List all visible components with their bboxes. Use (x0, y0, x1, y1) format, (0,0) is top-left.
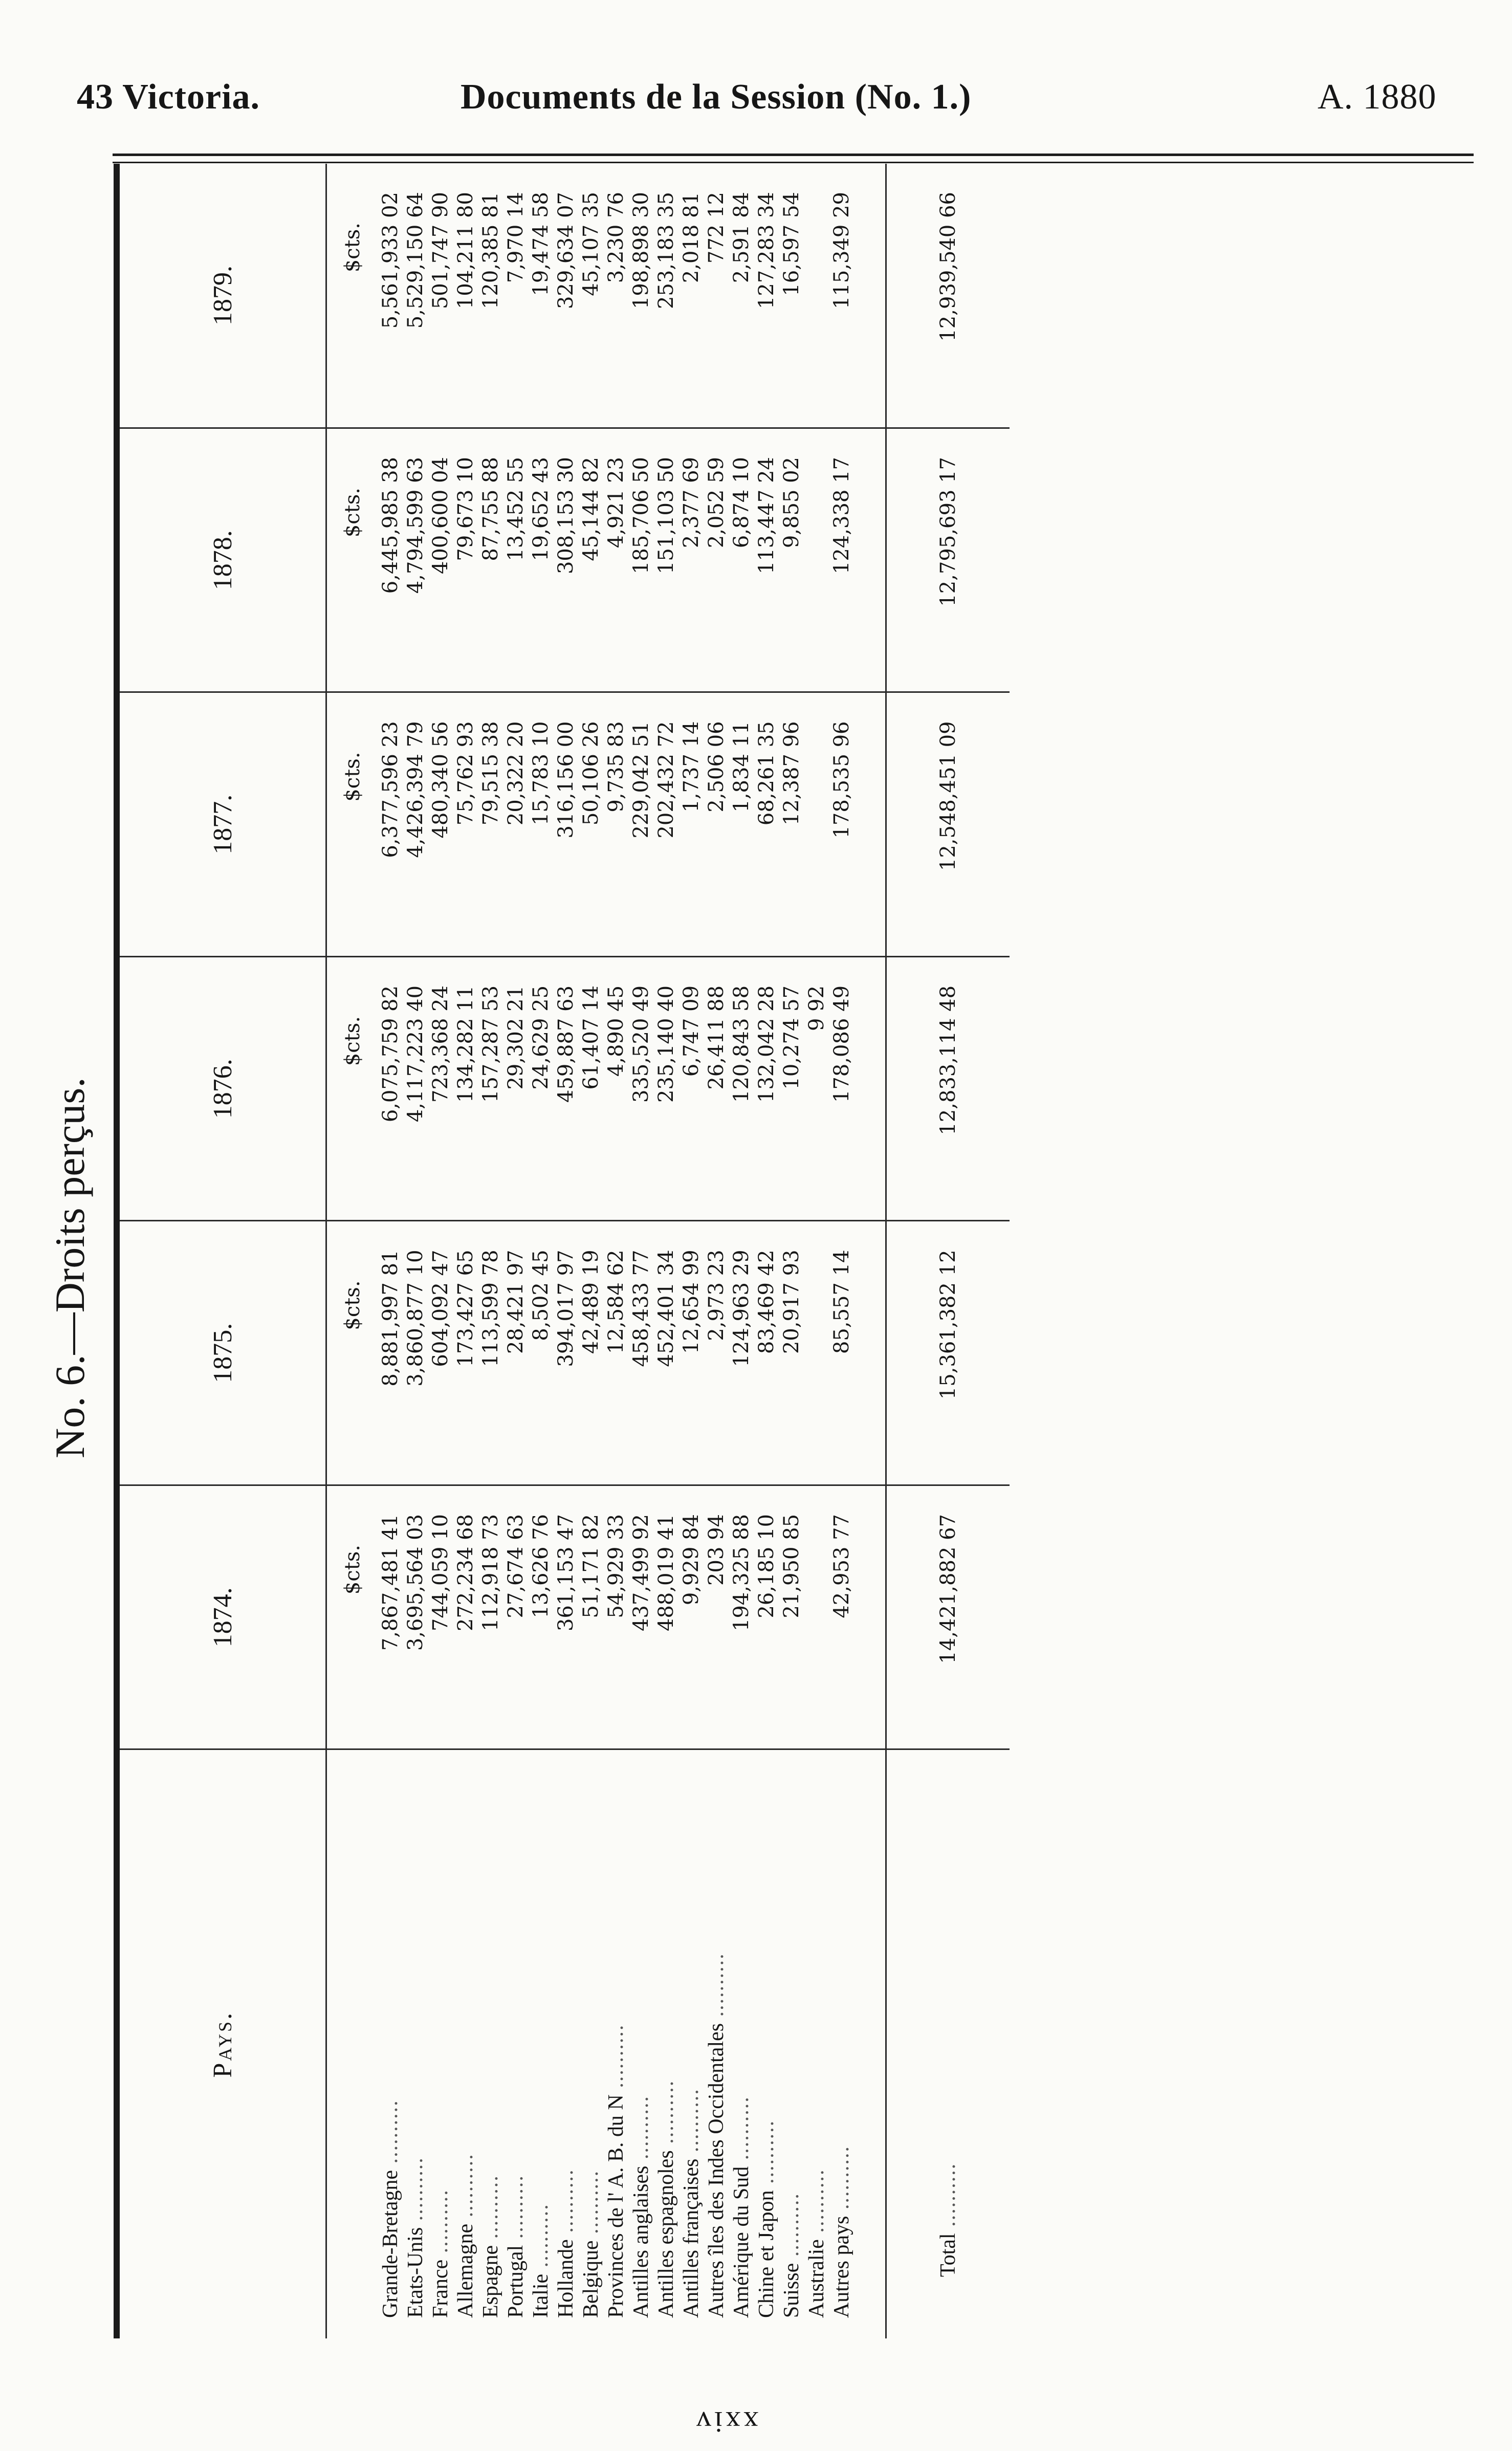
value-cell: 45,144 82 (579, 428, 604, 692)
value-cell: 26,411 88 (704, 956, 729, 1220)
total-label: Total .......... (886, 1749, 1010, 2338)
country-name: Belgique .......... (579, 2170, 603, 2318)
value-cell: 68,261 35 (754, 692, 779, 956)
value-cell: 3,860,877 10 (403, 1221, 428, 1485)
country-name: Etats-Unis .......... (404, 2157, 427, 2318)
value-cell: 459,887 63 (554, 956, 579, 1220)
value-cell: 2,506 06 (704, 692, 729, 956)
value-cell (804, 1485, 829, 1749)
value-cell: 12,833,114 48 (886, 956, 1010, 1220)
value-cell: 7,867,481 41 (378, 1485, 403, 1749)
country-name: Australie .......... (805, 2169, 828, 2318)
value-cell: 4,794,599 63 (403, 428, 428, 692)
header-left: 43 Victoria. (77, 77, 260, 117)
table-row (554, 164, 579, 2338)
value-cell: 45,107 35 (579, 164, 604, 428)
country-name: Italie .......... (529, 2203, 553, 2318)
country-name: France .......... (429, 2189, 452, 2318)
value-cell: 772 12 (704, 164, 729, 428)
value-cell: 21,950 85 (779, 1485, 804, 1749)
table-row (453, 164, 478, 2338)
table-row (403, 164, 428, 2338)
value-cell: 50,106 26 (579, 692, 604, 956)
value-cell: 79,515 38 (478, 692, 503, 956)
value-cell: 6,874 10 (729, 428, 754, 692)
duties-table (114, 164, 1010, 2338)
unit-spacer (326, 1749, 379, 2338)
table-row (579, 164, 604, 2338)
spacer-cell (854, 1485, 886, 1749)
table-row (529, 164, 554, 2338)
value-cell: 12,584 62 (604, 1221, 629, 1485)
value-cell: 501,747 90 (428, 164, 453, 428)
country-name: Antilles espagnoles .......... (654, 2080, 678, 2318)
value-cell: 27,674 63 (503, 1485, 529, 1749)
rotated-table-wrapper (114, 164, 1137, 2338)
year-header: 1874. (117, 1485, 326, 1749)
table-row (604, 164, 629, 2338)
value-cell: 127,283 34 (754, 164, 779, 428)
value-cell: 124,963 29 (729, 1221, 754, 1485)
country-name: Espagne .......... (479, 2175, 502, 2318)
value-cell: 85,557 14 (829, 1221, 854, 1485)
value-cell: 20,322 20 (503, 692, 529, 956)
value-cell: 8,502 45 (529, 1221, 554, 1485)
value-cell: 120,385 81 (478, 164, 503, 428)
value-cell: 198,898 30 (629, 164, 654, 428)
value-cell: 19,474 58 (529, 164, 554, 428)
value-cell: 104,211 80 (453, 164, 478, 428)
value-cell: 173,427 65 (453, 1221, 478, 1485)
value-cell: 4,117,223 40 (403, 956, 428, 1220)
country-name: Antilles françaises .......... (680, 2088, 703, 2318)
country-name: Chine et Japon .......... (755, 2119, 778, 2318)
value-cell: 124,338 17 (829, 428, 854, 692)
value-cell: 185,706 50 (629, 428, 654, 692)
value-cell: 20,917 93 (779, 1221, 804, 1485)
value-cell: 5,561,933 02 (378, 164, 403, 428)
table-row (829, 164, 854, 2338)
value-cell: 6,747 09 (679, 956, 704, 1220)
value-cell: 437,499 92 (629, 1485, 654, 1749)
value-cell: 120,843 58 (729, 956, 754, 1220)
year-header: 1878. (117, 428, 326, 692)
value-cell: 61,407 14 (579, 956, 604, 1220)
unit-cell: $ cts. (326, 1485, 379, 1749)
value-cell (804, 692, 829, 956)
value-cell: 394,017 97 (554, 1221, 579, 1485)
value-cell: 15,783 10 (529, 692, 554, 956)
value-cell: 604,092 47 (428, 1221, 453, 1485)
value-cell: 83,469 42 (754, 1221, 779, 1485)
total-row (886, 164, 1010, 2338)
value-cell: 16,597 54 (779, 164, 804, 428)
value-cell: 14,421,882 67 (886, 1485, 1010, 1749)
year-header: 1877. (117, 692, 326, 956)
unit-cell: $ cts. (326, 692, 379, 956)
table-caption: No. 6.—Droits perçus. (47, 1077, 93, 1458)
value-cell: 6,377,596 23 (378, 692, 403, 956)
spacer-cell (854, 956, 886, 1220)
value-cell: 3,230 76 (604, 164, 629, 428)
header-rule (113, 154, 1474, 156)
table-row (679, 164, 704, 2338)
country-name: Amérique du Sud .......... (730, 2096, 753, 2318)
country-name: Suisse .......... (780, 2193, 803, 2318)
country-name: Portugal .......... (504, 2175, 528, 2318)
spacer-cell (854, 428, 886, 692)
unit-row (326, 164, 379, 2338)
table-row (478, 164, 503, 2338)
country-name: Allemagne .......... (454, 2153, 477, 2318)
value-cell: 178,535 96 (829, 692, 854, 956)
value-cell: 4,426,394 79 (403, 692, 428, 956)
country-name: Autres pays .......... (830, 2146, 853, 2318)
unit-cell: $ cts. (326, 164, 379, 428)
unit-cell: $ cts. (326, 956, 379, 1220)
value-cell: 15,361,382 12 (886, 1221, 1010, 1485)
value-cell (804, 428, 829, 692)
country-name: Provinces de l' A. B. du N .......... (604, 2024, 628, 2318)
value-cell: 26,185 10 (754, 1485, 779, 1749)
value-cell: 5,529,150 64 (403, 164, 428, 428)
table-row (654, 164, 679, 2338)
value-cell: 10,274 57 (779, 956, 804, 1220)
value-cell: 744,059 10 (428, 1485, 453, 1749)
year-header: 1879. (117, 164, 326, 428)
value-cell: 329,634 07 (554, 164, 579, 428)
value-cell: 112,918 73 (478, 1485, 503, 1749)
value-cell: 2,052 59 (704, 428, 729, 692)
value-cell: 2,018 81 (679, 164, 704, 428)
value-cell (804, 164, 829, 428)
value-cell: 7,970 14 (503, 164, 529, 428)
value-cell: 134,282 11 (453, 956, 478, 1220)
value-cell (804, 1221, 829, 1485)
value-cell: 24,629 25 (529, 956, 554, 1220)
value-cell: 1,834 11 (729, 692, 754, 956)
value-cell: 19,652 43 (529, 428, 554, 692)
value-cell: 194,325 88 (729, 1485, 754, 1749)
value-cell: 253,183 35 (654, 164, 679, 428)
unit-cell: $ cts. (326, 428, 379, 692)
value-cell: 9,855 02 (779, 428, 804, 692)
value-cell: 13,626 76 (529, 1485, 554, 1749)
table-row (629, 164, 654, 2338)
value-cell: 3,695,564 03 (403, 1485, 428, 1749)
page-folio: xxiv (693, 2405, 759, 2439)
value-cell: 178,086 49 (829, 956, 854, 1220)
table-row (704, 164, 729, 2338)
table-row (754, 164, 779, 2338)
header-rule-thin (113, 162, 1474, 163)
value-cell: 6,445,985 38 (378, 428, 403, 692)
value-cell: 9 92 (804, 956, 829, 1220)
value-cell: 235,140 40 (654, 956, 679, 1220)
unit-cell: $ cts. (326, 1221, 379, 1485)
value-cell: 1,737 14 (679, 692, 704, 956)
value-cell: 2,591 84 (729, 164, 754, 428)
value-cell: 28,421 97 (503, 1221, 529, 1485)
value-cell: 452,401 34 (654, 1221, 679, 1485)
value-cell: 272,234 68 (453, 1485, 478, 1749)
table-row (428, 164, 453, 2338)
country-name: Hollande .......... (554, 2169, 578, 2318)
value-cell: 75,762 93 (453, 692, 478, 956)
value-cell: 316,156 00 (554, 692, 579, 956)
value-cell: 151,103 50 (654, 428, 679, 692)
value-cell: 29,302 21 (503, 956, 529, 1220)
value-cell: 480,340 56 (428, 692, 453, 956)
value-cell: 12,387 96 (779, 692, 804, 956)
value-cell: 113,447 24 (754, 428, 779, 692)
value-cell: 79,673 10 (453, 428, 478, 692)
country-name: Autres îles des Indes Occidentales .......... (705, 1953, 728, 2318)
value-cell: 202,432 72 (654, 692, 679, 956)
spacer-cell (854, 1221, 886, 1485)
header-row (117, 164, 326, 2338)
value-cell: 488,019 41 (654, 1485, 679, 1749)
value-cell: 12,654 99 (679, 1221, 704, 1485)
value-cell: 229,042 51 (629, 692, 654, 956)
value-cell: 9,929 84 (679, 1485, 704, 1749)
table-row (503, 164, 529, 2338)
value-cell: 203 94 (704, 1485, 729, 1749)
value-cell: 8,881,997 81 (378, 1221, 403, 1485)
table-body (326, 164, 1010, 2338)
value-cell: 12,548,451 09 (886, 692, 1010, 956)
table-row (378, 164, 403, 2338)
value-cell: 4,921 23 (604, 428, 629, 692)
country-name: Grande-Bretagne .......... (379, 2099, 402, 2318)
value-cell: 12,939,540 66 (886, 164, 1010, 428)
value-cell: 2,973 23 (704, 1221, 729, 1485)
value-cell: 308,153 30 (554, 428, 579, 692)
country-name: Antilles anglaises .......... (629, 2095, 653, 2318)
value-cell: 12,795,693 17 (886, 428, 1010, 692)
value-cell: 113,599 78 (478, 1221, 503, 1485)
value-cell: 51,171 82 (579, 1485, 604, 1749)
value-cell: 42,953 77 (829, 1485, 854, 1749)
year-header: 1875. (117, 1221, 326, 1485)
value-cell: 6,075,759 82 (378, 956, 403, 1220)
value-cell: 42,489 19 (579, 1221, 604, 1485)
value-cell: 115,349 29 (829, 164, 854, 428)
value-cell: 157,287 53 (478, 956, 503, 1220)
value-cell: 54,929 33 (604, 1485, 629, 1749)
header-center: Documents de la Session (No. 1.) (461, 77, 972, 117)
value-cell: 400,600 04 (428, 428, 453, 692)
value-cell: 132,042 28 (754, 956, 779, 1220)
value-cell: 723,368 24 (428, 956, 453, 1220)
value-cell: 458,433 77 (629, 1221, 654, 1485)
spacer-cell (854, 1749, 886, 2338)
value-cell: 335,520 49 (629, 956, 654, 1220)
value-cell: 4,890 45 (604, 956, 629, 1220)
table-row (779, 164, 804, 2338)
year-header: 1876. (117, 956, 326, 1220)
table-row (729, 164, 754, 2338)
table-row (804, 164, 829, 2338)
value-cell: 87,755 88 (478, 428, 503, 692)
spacer-row (854, 164, 886, 2338)
country-column-header: Pays. (208, 2010, 237, 2078)
spacer-cell (854, 692, 886, 956)
header-right: A. 1880 (1318, 77, 1437, 117)
value-cell: 2,377 69 (679, 428, 704, 692)
value-cell: 13,452 55 (503, 428, 529, 692)
spacer-cell (854, 164, 886, 428)
value-cell: 9,735 83 (604, 692, 629, 956)
value-cell: 361,153 47 (554, 1485, 579, 1749)
